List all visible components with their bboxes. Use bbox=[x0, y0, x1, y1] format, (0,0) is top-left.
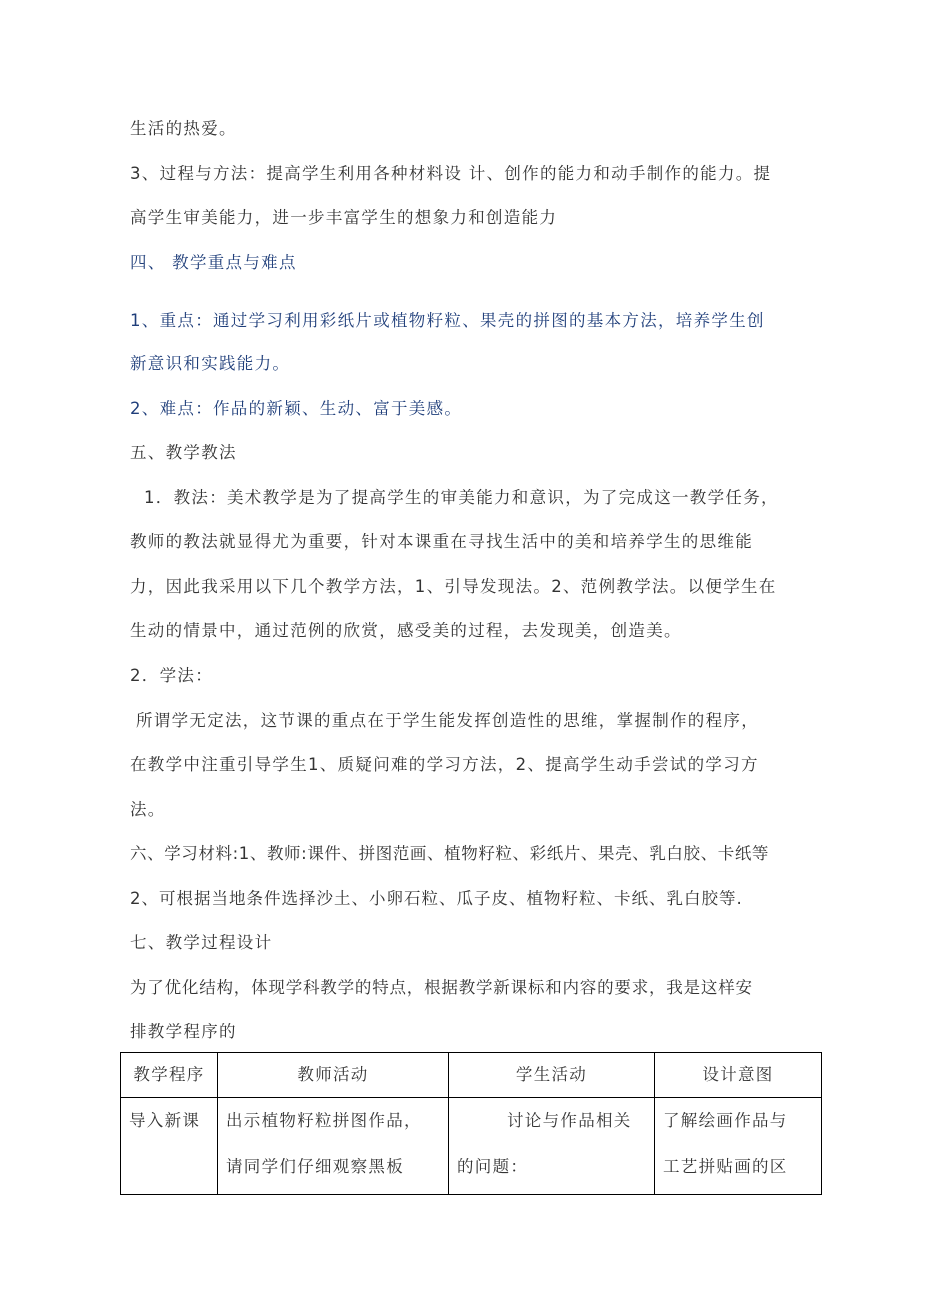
paragraph-line: 在教学中注重引导学生1、质疑问难的学习方法，2、提高学生动手尝试的学习方 bbox=[130, 755, 759, 774]
paragraph-line: 所谓学无定法，这节课的重点在于学生能发挥创造性的思维，掌握制作的程序， bbox=[136, 711, 759, 730]
paragraph-line: 3、过程与方法：提高学生利用各种材料设 计、创作的能力和动手制作的能力。提 bbox=[130, 164, 772, 183]
table-header-cell: 学生活动 bbox=[449, 1053, 655, 1098]
table-row bbox=[121, 1098, 822, 1195]
paragraph-line: 排教学程序的 bbox=[130, 1022, 237, 1041]
table-header-cell: 教师活动 bbox=[218, 1053, 449, 1098]
table-header-cell: 设计意图 bbox=[655, 1053, 822, 1098]
paragraph-line: 2、可根据当地条件选择沙土、小卵石粒、瓜子皮、植物籽粒、卡纸、乳白胶等. bbox=[130, 889, 743, 908]
paragraph-line: 法。 bbox=[130, 800, 166, 819]
cell-text: 工艺拼贴画的区 bbox=[663, 1157, 788, 1176]
subsection-heading: 2．学法： bbox=[130, 666, 213, 685]
paragraph-line: 1、重点：通过学习利用彩纸片或植物籽粒、果壳的拼图的基本方法，培养学生创 bbox=[130, 311, 765, 330]
paragraph-line: 为了优化结构，体现学科教学的特点，根据教学新课标和内容的要求，我是这样安 bbox=[130, 978, 753, 997]
cell-text: 请同学们仔细观察黑板 bbox=[226, 1157, 404, 1176]
paragraph-line: 教师的教法就显得尤为重要，针对本课重在寻找生活中的美和培养学生的思维能 bbox=[130, 532, 753, 551]
cell-text: 出示植物籽粒拼图作品， bbox=[226, 1111, 422, 1130]
cell-text: 导入新课 bbox=[129, 1111, 201, 1130]
table-header-cell: 教学程序 bbox=[121, 1053, 218, 1098]
table-cell-teacher bbox=[218, 1098, 449, 1195]
table-header-row bbox=[121, 1053, 822, 1098]
section-heading: 五、教学教法 bbox=[130, 443, 237, 462]
section-heading: 七、教学过程设计 bbox=[130, 933, 273, 952]
paragraph-line: 生动的情景中，通过范例的欣赏，感受美的过程，去发现美，创造美。 bbox=[130, 621, 682, 640]
paragraph-line: 1．教法：美术教学是为了提高学生的审美能力和意识，为了完成这一教学任务， bbox=[144, 488, 779, 507]
paragraph-line: 新意识和实践能力。 bbox=[130, 354, 291, 373]
cell-text: 的问题： bbox=[457, 1157, 529, 1176]
teaching-process-table bbox=[120, 1052, 822, 1195]
paragraph-line: 力，因此我采用以下几个教学方法，1、引导发现法。2、范例教学法。以便学生在 bbox=[130, 577, 777, 596]
paragraph-line: 2、难点：作品的新颖、生动、富于美感。 bbox=[130, 399, 463, 418]
table-cell-intent bbox=[655, 1098, 822, 1195]
paragraph-line: 高学生审美能力，进一步丰富学生的想象力和创造能力 bbox=[130, 208, 558, 227]
cell-text: 讨论与作品相关 bbox=[507, 1111, 632, 1130]
paragraph-line: 生活的热爱。 bbox=[130, 119, 237, 138]
section-heading: 四、 教学重点与难点 bbox=[130, 253, 297, 272]
table-cell-student bbox=[449, 1098, 655, 1195]
cell-text: 了解绘画作品与 bbox=[663, 1111, 788, 1130]
paragraph-line: 六、学习材料:1、教师:课件、拼图范画、植物籽粒、彩纸片、果壳、乳白胶、卡纸等 bbox=[130, 844, 770, 863]
table-cell-step bbox=[121, 1098, 218, 1195]
